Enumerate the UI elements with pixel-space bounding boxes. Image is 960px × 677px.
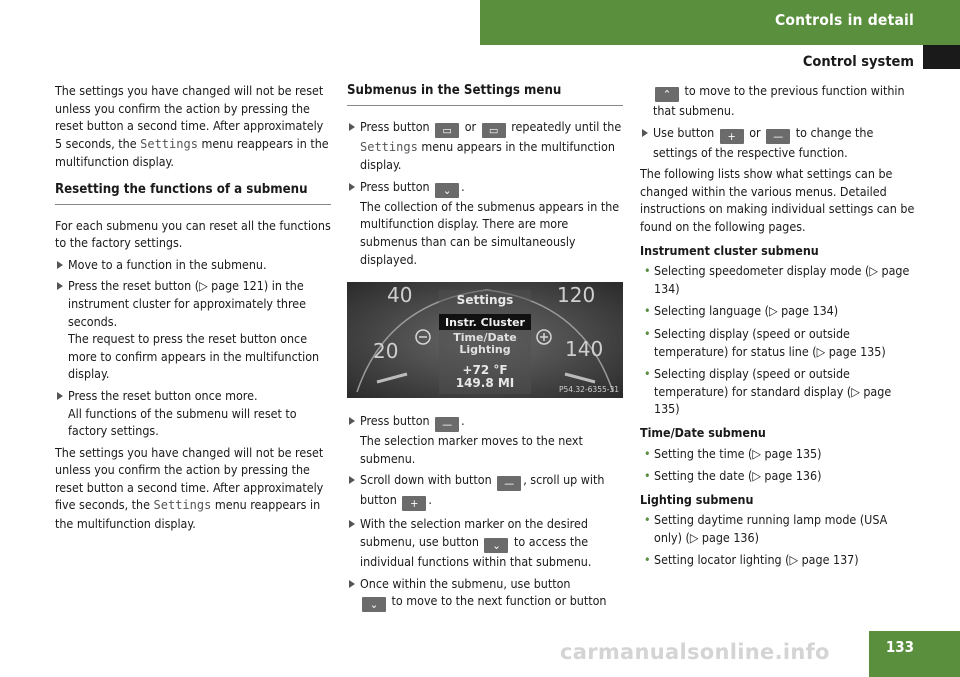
section-title: Control system [802, 54, 914, 70]
step: Once within the submenu, use button ⌄ to move to the next function or button [347, 575, 623, 613]
heading-submenus: Submenus in the Settings menu [347, 82, 623, 106]
heading-lighting: Lighting submenu [640, 491, 754, 507]
down-arrow-button-icon: ⌄ [484, 538, 508, 553]
odometer-readout: 149.8 MI [455, 376, 515, 391]
section-marker [923, 45, 960, 69]
step: Move to a function in the submenu. [55, 256, 331, 274]
down-arrow-button-icon: ⌄ [362, 597, 386, 612]
step: Press button ⌄ . The collection of the submenus appears in the multifunction display. There are more submenus than can be simultaneously displayed. [347, 178, 623, 268]
page-number: 133 [885, 638, 914, 656]
gauge-label: 20 [373, 339, 399, 364]
temperature-readout: +72 °F [462, 363, 508, 378]
plus-button-icon: + [402, 496, 426, 511]
list-item: • Setting the time (▷ page 135) [640, 445, 916, 463]
display-button-2-icon: ▭ [482, 123, 506, 138]
list-item: • Selecting language (▷ page 134) [640, 302, 916, 320]
column-middle [347, 82, 623, 616]
paragraph: The settings you have changed will not be reset unless you confirm the action by pressing the reset button a second time. After approximately 5 seconds, the Settings menu reappears in the multifunction display. [55, 83, 329, 170]
step: Press button ▭ or ▭ repeatedly until the Settings menu appears in the multifunction display. [347, 118, 623, 174]
step: Press the reset button (▷ page 121) in the instrument cluster for approximately three seconds. The request to press the reset button once more to confirm appears in the multifunction display. [55, 277, 331, 383]
step: Press the reset button once more. All functions of the submenu will reset to factory settings. [55, 387, 331, 440]
up-arrow-button-icon: ⌃ [655, 87, 679, 102]
heading-time-date: Time/Date submenu [640, 424, 766, 440]
instrument-display-photo [347, 282, 623, 398]
watermark: carmanualsonline.info [560, 640, 830, 664]
list-item: • Selecting display (speed or outside temperature) for status line (▷ page 135) [640, 325, 916, 360]
down-arrow-button-icon: ⌄ [435, 183, 459, 198]
gauge-label: 140 [565, 337, 604, 362]
column-right [640, 82, 916, 574]
step: Scroll down with button — , scroll up with button + . [347, 471, 623, 511]
step: Use button + or — to change the settings of the respective function. [640, 124, 916, 162]
paragraph: ⌃ to move to the previous function within that submenu. [653, 83, 905, 118]
menu-item: Time/Date [453, 331, 517, 345]
paragraph: The settings you have changed will not be reset unless you confirm the action by pressing the reset button a second time. After approximately five seconds, the Settings menu reappears in the multifunction display. [55, 444, 324, 532]
minus-button-icon: — [497, 476, 521, 491]
page-number-box [869, 631, 960, 677]
menu-title: Settings [456, 293, 514, 308]
list-item: • Selecting speedometer display mode (▷ page 134) [640, 262, 916, 297]
minus-button-icon: — [766, 129, 790, 144]
gauge-label: 40 [387, 283, 413, 308]
list-item: • Setting locator lighting (▷ page 137) [640, 551, 916, 569]
display-button-1-icon: ▭ [435, 123, 459, 138]
column-left [55, 82, 331, 537]
paragraph: For each submenu you can reset all the functions to the factory settings. [55, 217, 331, 251]
list-item: • Setting daytime running lamp mode (USA only) (▷ page 136) [640, 511, 916, 546]
chapter-title: Controls in detail [774, 11, 914, 29]
list-item: • Selecting display (speed or outside temperature) for standard display (▷ page 135) [640, 365, 916, 418]
minus-button-icon: — [435, 417, 459, 432]
paragraph: The following lists show what settings can be changed within the various menus. Detailed instructions on making individual settings can be found on the following pages. [640, 166, 915, 234]
menu-selected-item: Instr. Cluster [445, 316, 525, 330]
menu-item: Lighting [459, 343, 511, 357]
heading-instrument-cluster: Instrument cluster submenu [640, 242, 819, 258]
figure-code: P54.32-6355-31 [558, 385, 619, 395]
step: With the selection marker on the desired submenu, use button ⌄ to access the individual functions within that submenu. [347, 515, 623, 570]
gauge-label: 120 [557, 283, 596, 308]
step: Press button — . The selection marker moves to the next submenu. [347, 412, 623, 467]
heading-reset-submenu: Resetting the functions of a submenu [55, 181, 331, 205]
plus-button-icon: + [720, 129, 744, 144]
list-item: • Setting the date (▷ page 136) [640, 467, 916, 485]
instrument-display-illustration [347, 282, 623, 398]
